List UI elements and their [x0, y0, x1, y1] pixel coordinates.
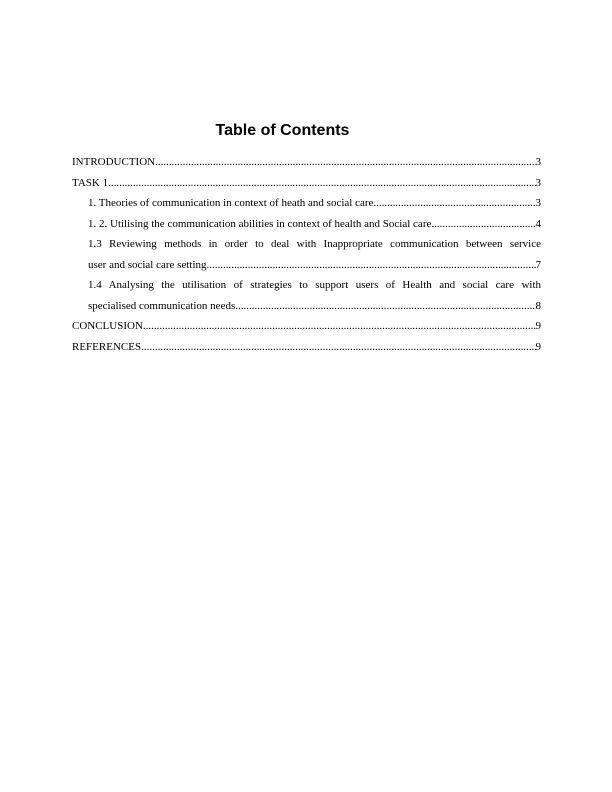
toc-entry-1-4[interactable]	[72, 275, 541, 316]
toc-entry-page: 7	[535, 258, 541, 271]
toc-entry-label-line-2: specialised communication needs	[88, 299, 236, 312]
toc-entry-1-1[interactable]	[72, 193, 541, 214]
dot-leader	[143, 316, 536, 337]
dot-leader	[373, 193, 535, 214]
toc-entry-label-line-1: 1.4 Analysing the utilisation of strategies to support users of Health and social care with	[88, 279, 541, 291]
toc-entry-label: REFERENCES	[72, 340, 142, 353]
toc-entry-label: INTRODUCTION	[72, 156, 156, 168]
toc-entry-label: TASK 1	[72, 176, 109, 189]
toc-entry-1-3[interactable]	[72, 234, 541, 275]
toc-entry-conclusion[interactable]	[72, 316, 541, 337]
toc-entry-label: 1. Theories of communication in context of heath and social care	[88, 197, 374, 209]
toc-entry-page: 3	[535, 176, 541, 189]
toc-entry-page: 4	[535, 217, 541, 230]
table-of-contents	[72, 152, 541, 357]
toc-title: Table of Contents	[215, 122, 350, 139]
toc-entry-task-1[interactable]	[72, 173, 541, 194]
dot-leader	[141, 337, 535, 358]
toc-entry-introduction[interactable]	[72, 152, 541, 173]
dot-leader	[431, 214, 535, 235]
toc-entry-label: 1. 2. Utilising the communication abilities in context of health and Social care	[88, 217, 432, 230]
toc-entry-page: 9	[535, 340, 541, 353]
toc-entry-line-2	[88, 296, 541, 317]
dot-leader	[155, 152, 535, 173]
toc-entry-page: 9	[535, 320, 541, 332]
dot-leader	[108, 173, 535, 194]
toc-entry-line-2	[88, 255, 541, 276]
toc-entry-label: CONCLUSION	[72, 320, 143, 332]
toc-entry-page: 3	[535, 156, 541, 168]
toc-entry-page: 3	[535, 197, 541, 209]
dot-leader	[235, 296, 535, 317]
toc-entry-label-line-2: user and social care setting	[88, 258, 207, 271]
toc-entry-references[interactable]	[72, 337, 541, 358]
dot-leader	[207, 255, 536, 276]
toc-entry-label-line-1: 1.3 Reviewing methods in order to deal with Inappropriate communication between service	[88, 238, 541, 250]
toc-entry-1-2[interactable]	[72, 214, 541, 235]
toc-entry-page: 8	[535, 299, 541, 312]
